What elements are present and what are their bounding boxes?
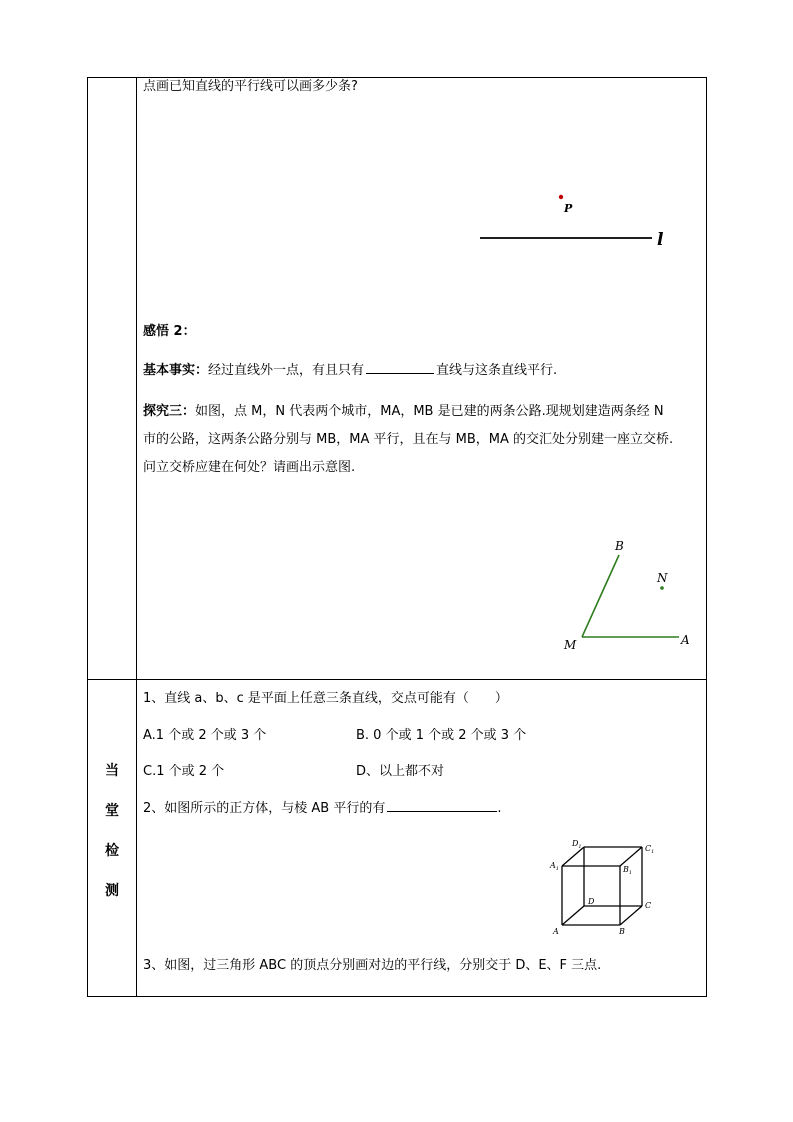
explore-three-label: 探究三：	[143, 404, 196, 419]
explore-three-line1	[143, 403, 664, 421]
point-n-label: N	[657, 571, 668, 585]
table-row-divider	[87, 679, 707, 680]
quiz-q1-option-b: B. 0 个或 1 个或 2 个或 3 个	[356, 728, 527, 743]
cube-label-d1: $D_1$	[572, 839, 582, 850]
cube-label-b: B	[619, 927, 625, 936]
point-m-label: M	[564, 638, 577, 652]
road-mb	[582, 555, 619, 637]
cube-label-c1: $C_1$	[645, 844, 655, 855]
quiz-q2-text: 2、如图所示的正方体，与棱 AB 平行的有	[143, 801, 386, 816]
basic-fact-text-before: 经过直线外一点，有且只有	[208, 363, 365, 378]
cube-label-c: C	[645, 901, 652, 910]
insight-label: 感悟 2：	[143, 324, 196, 339]
quiz-question-3: 3、如图，过三角形 ABC 的顶点分别画对边的平行线，分别交于 D、E、F 三点.	[143, 958, 602, 973]
quiz-q2-answer-blank[interactable]	[387, 799, 497, 812]
figure-point-and-line	[470, 185, 680, 255]
cube-edge-b-c	[620, 906, 642, 925]
quiz-q1-option-c: C.1 个或 2 个	[143, 764, 225, 779]
cube-label-d: D	[588, 897, 595, 906]
side-label-char-2: 堂	[105, 803, 119, 819]
explore-three-line3: 问立交桥应建在何处？请画出示意图.	[143, 460, 356, 475]
point-a-label: A	[681, 633, 690, 647]
cube-label-b1: $B_1$	[623, 865, 633, 876]
side-label-char-3: 检	[105, 843, 119, 859]
cube-edge-b1-c1	[620, 847, 642, 866]
explore-three-text1: 如图，点 M，N 代表两个城市，MA，MB 是已建的两条公路.现规划建造两条经 N	[195, 404, 664, 419]
point-p-label: P	[564, 202, 573, 215]
point-b-label: B	[615, 539, 624, 553]
cube-label-a: A	[553, 927, 559, 936]
basic-fact-line	[143, 361, 557, 380]
explore-three-line2: 市的公路，这两条公路分别与 MB，MA 平行，且在与 MB，MA 的交汇处分别建一座立交桥.	[143, 432, 674, 447]
figure-cube	[548, 836, 663, 938]
basic-fact-text-after: 直线与这条直线平行.	[436, 363, 558, 378]
figure-cities-roads	[555, 530, 700, 655]
quiz-q1-option-a: A.1 个或 2 个或 3 个	[143, 728, 267, 743]
quiz-question-2	[143, 799, 502, 818]
basic-fact-label: 基本事实：	[143, 363, 209, 378]
cube-edge-a-d	[562, 906, 584, 925]
quiz-q1-option-d: D、以上都不对	[356, 764, 445, 779]
quiz-q2-period: .	[497, 801, 502, 816]
point-p-dot	[559, 195, 563, 199]
question-text-parallel-count: 点画已知直线的平行线可以画多少条?	[143, 79, 358, 94]
quiz-question-1: 1、直线 a、b、c 是平面上任意三条直线，交点可能有（ ）	[143, 691, 508, 706]
cube-label-a1: $A_1$	[550, 861, 559, 872]
fill-blank-line[interactable]	[366, 361, 434, 374]
table-column-divider	[136, 77, 137, 997]
side-label-char-4: 测	[105, 883, 119, 899]
line-l-label: l	[657, 230, 664, 250]
point-n-dot	[660, 586, 664, 590]
side-label-char-1: 当	[105, 763, 119, 779]
